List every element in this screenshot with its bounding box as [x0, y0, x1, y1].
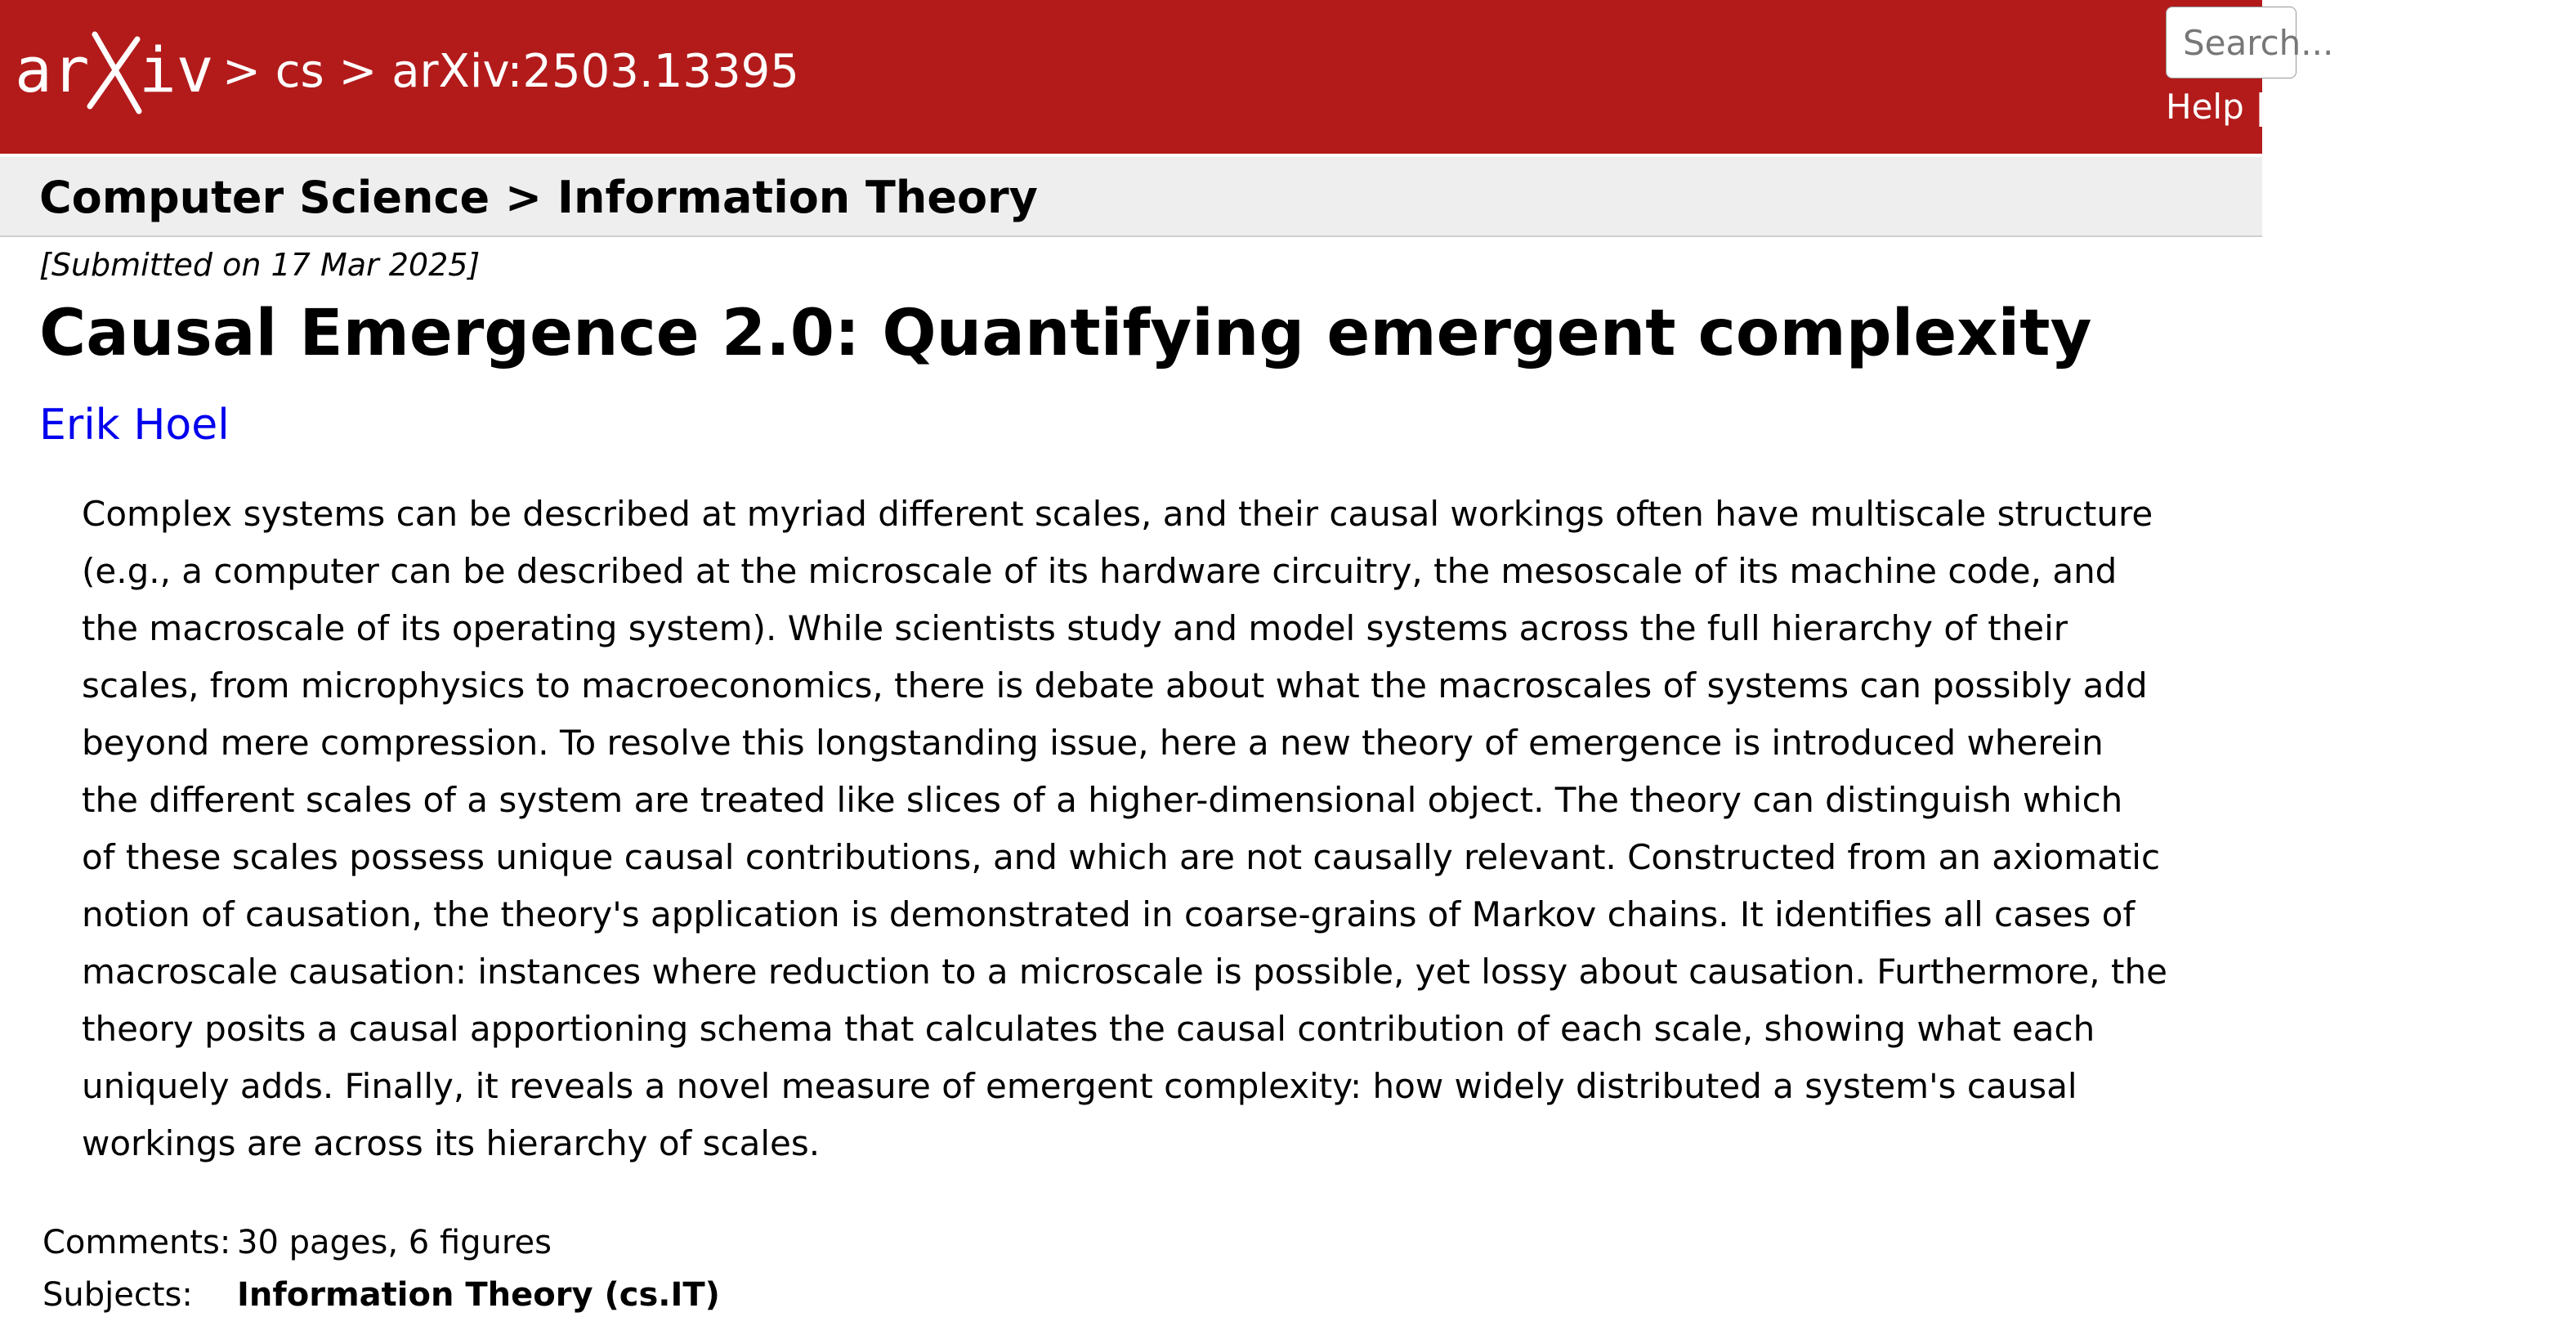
comments-label: Comments: [42, 1224, 231, 1261]
abstract-line: theory posits a causal apportioning schema that calculates the causal contribution of each scale, showing what each [82, 1009, 2095, 1049]
arxiv-logo[interactable] [15, 28, 216, 118]
abstract-line: workings are across its hierarchy of scales. [82, 1123, 821, 1163]
abstract-line: uniquely adds. Finally, it reveals a novel measure of emergent complexity: how widely distributed a system's causal [82, 1066, 2077, 1106]
comments-row [42, 1225, 552, 1261]
submission-date: [Submitted on 17 Mar 2025] [39, 247, 481, 283]
abstract-line: Complex systems can be described at myriad different scales, and their causal workings often have multiscale structure [82, 494, 2153, 534]
abstract-line: (e.g., a computer can be described at the microscale of its hardware circuitry, the mesoscale of its machine code, and [82, 551, 2118, 591]
breadcrumb[interactable]: > cs > arXiv:2503.13395 [222, 45, 799, 98]
abstract-line: scales, from microphysics to macroeconomics, there is debate about what the macroscales of systems can possibly add [82, 665, 2148, 706]
author-link[interactable]: Erik Hoel [39, 401, 230, 450]
subjects-label: Subjects: [42, 1276, 193, 1314]
top-banner [0, 0, 2576, 154]
abstract-line: macroscale causation: instances where reduction to a microscale is possible, yet lossy about causation. Furthermore, the [82, 952, 2167, 992]
abstract-line: the macroscale of its operating system). While scientists study and model systems across the full hierarchy of their [82, 608, 2068, 648]
paper-title: Causal Emergence 2.0: Quantifying emergent complexity [39, 297, 2092, 370]
help-link[interactable]: Help | Advanced Search [2166, 87, 2576, 127]
abstract-line: notion of causation, the theory's application is demonstrated in coarse-grains of Markov chains. It identifies all cases of [82, 894, 2135, 934]
category-breadcrumb: Computer Science > Information Theory [39, 172, 1038, 223]
abstract-line: of these scales possess unique causal contributions, and which are not causally relevant. Constructed from an axiomatic [82, 837, 2161, 877]
subjects-row [42, 1277, 720, 1313]
abstract-line: beyond mere compression. To resolve this longstanding issue, here a new theory of emergence is introduced wherein [82, 723, 2104, 763]
svg-text:iv: iv [139, 34, 214, 106]
abstract [82, 486, 2262, 1172]
subjects-value: Information Theory (cs.IT) [237, 1276, 720, 1314]
abstract-line: the different scales of a system are treated like slices of a higher-dimensional object. The theory can distinguish which [82, 780, 2123, 820]
comments-value: 30 pages, 6 figures [237, 1224, 552, 1261]
search-input[interactable]: Search... [2166, 7, 2296, 78]
category-header [0, 157, 2262, 237]
svg-text:ar: ar [15, 34, 90, 106]
